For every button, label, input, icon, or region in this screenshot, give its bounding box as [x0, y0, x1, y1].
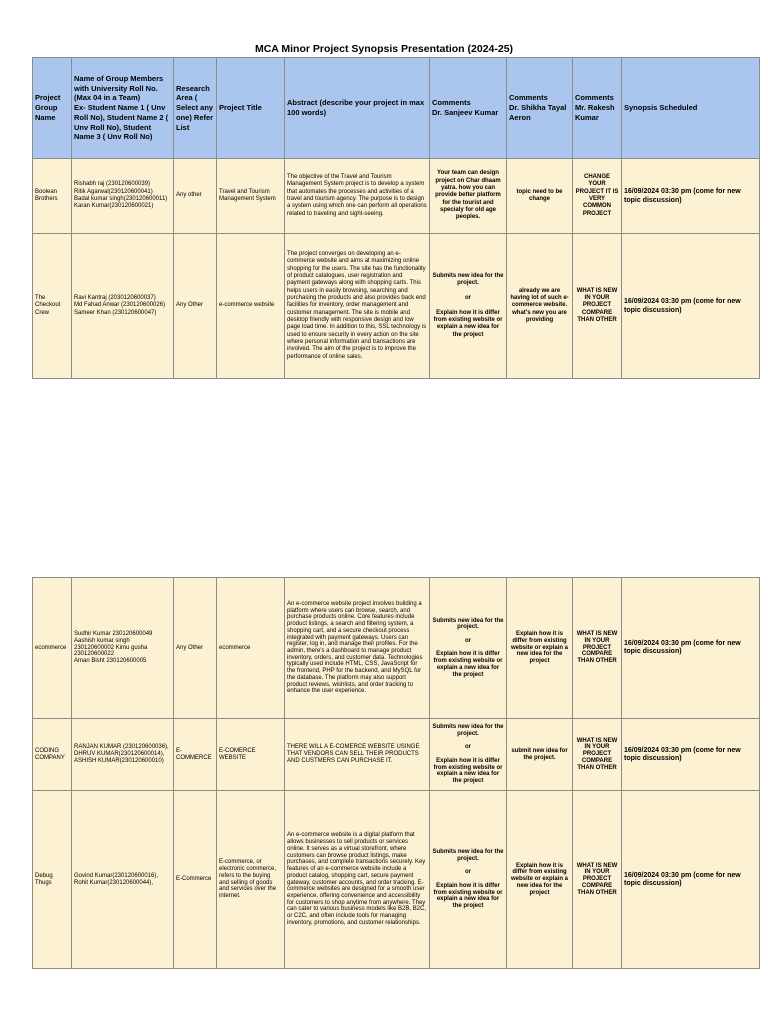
- header-comments-rakesh: Comments Mr. Rakesh Kumar: [573, 58, 622, 159]
- header-comments-shikha: Comments Dr. Shikha Tayal Aeron: [507, 58, 573, 159]
- group-members: Sudhir Kumar 230120600049 Aashish kumar singh 230120600002 Kimu gusha 230120600022 Aman Bisht 230120600005: [72, 578, 174, 719]
- comment-shikha: Explain how it is differ from existing website or explain a new idea for the project: [507, 578, 573, 719]
- header-project-title: Project Title: [217, 58, 285, 159]
- group-name: The Checkout Crew: [33, 234, 72, 379]
- research-area: E-Commerce: [174, 791, 217, 969]
- comment-rakesh: CHANGE YOUR PROJECT IT IS VERY COMMON PROJECT: [573, 159, 622, 234]
- header-comments-sanjeev: Comments Dr. Sanjeev Kumar: [430, 58, 507, 159]
- project-title: e-commerce website: [217, 234, 285, 379]
- table-row: [33, 578, 760, 719]
- synopsis-table-top: [32, 57, 760, 379]
- comment-shikha: Explain how it is differ from existing website or explain a new idea for the project: [507, 791, 573, 969]
- header-members: Name of Group Members with University Roll No. (Max 04 in a Team) Ex- Student Name 1 ( Unv Roll No), Student Name 2 ( Unv Roll No), Student Name 3 ( Unv Roll No): [72, 58, 174, 159]
- table-row: [33, 719, 760, 791]
- abstract: The objective of the Travel and Tourism Management System project is to develop a system that automates the processes and activities of a travel and tourism agency. The purpose is to design a system using which one can perform all operations related to traveling and sight-seeing.: [285, 159, 430, 234]
- project-title: ecommerce: [217, 578, 285, 719]
- group-members: Govind Kumar(230120600016), Rohit Kumar(230120600044),: [72, 791, 174, 969]
- comment-sanjeev: Submits new idea for the project. or Explain how it is differ from existing website or explain a new idea for the project: [430, 791, 507, 969]
- abstract: An e-commerce website project involves building a platform where users can browse, search, and purchase products online. Core features include product listings, a search and filtering system, a shopping cart, and a secure checkout process integrated with payment gateways. Users can register, log in, and manage their profiles. For the admin, there's a dashboard to manage product inventory, orders, and customer data. Technologies typically used include HTML, CSS, JavaScript for the frontend, PHP for the backend, and MySQL for the database. The platform may also support product reviews, wishlists, and order tracking to enhance the user experience.: [285, 578, 430, 719]
- research-area: Any Other: [174, 578, 217, 719]
- group-members: Rishabh raj (230120600039) Ritik Agarwal(230120600041) Badal kumar singh(230120600011) Karan Kumar(230120600021): [72, 159, 174, 234]
- comment-shikha: submit new idea for the project.: [507, 719, 573, 791]
- project-title: E-COMERCE WEBSITE: [217, 719, 285, 791]
- synopsis-schedule: 16/09/2024 03:30 pm (come for new topic discussion): [622, 234, 760, 379]
- synopsis-table-bottom: [32, 577, 760, 969]
- synopsis-schedule: 16/09/2024 03:30 pm (come for new topic discussion): [622, 791, 760, 969]
- research-area: Any Other: [174, 234, 217, 379]
- header-row: [33, 58, 760, 159]
- comment-rakesh: WHAT IS NEW IN YOUR PROJECT COMPARE THAN OTHER: [573, 578, 622, 719]
- header-group: Project Group Name: [33, 58, 72, 159]
- comment-sanjeev: Submits new idea for the project. or Explain how it is differ from existing website or explain a new idea for the project: [430, 578, 507, 719]
- project-title: Travel and Tourism Management System: [217, 159, 285, 234]
- abstract: THERE WILL A E-COMERCE WEBSITE USINGE THAT VENDORS CAN SELL THEIR PRODUCTS AND CUSTMERS CAN PURCHASE IT.: [285, 719, 430, 791]
- comment-sanjeev: Submits new idea for the project. or Explain how it is differ from existing website or explain a new idea for the project: [430, 234, 507, 379]
- comment-shikha: already we are having lot of such e-commerce website. what's new you are providing: [507, 234, 573, 379]
- synopsis-schedule: 16/09/2024 03:30 pm (come for new topic discussion): [622, 719, 760, 791]
- comment-shikha: topic need to be change: [507, 159, 573, 234]
- group-name: ecommerce: [33, 578, 72, 719]
- table-row: [33, 234, 760, 379]
- group-members: Ravi Kantraj (2030120600037) Md Fahad Anwar (230120600026) Sameer Khan (230120600047): [72, 234, 174, 379]
- page-title: MCA Minor Project Synopsis Presentation (2024-25): [254, 43, 514, 55]
- header-research-area: Research Area ( Select any one) Refer List: [174, 58, 217, 159]
- abstract: An e-commerce website is a digital platform that allows businesses to sell products or services online. It serves as a virtual storefront, where customers can browse product listings, make purchases, and complete transactions securely. Key features of an e-commerce website include a product catalog, shopping cart, secure payment gateway, customer accounts, and order tracking. E-commerce websites are designed for a smooth user experience, offering convenience and accessibility for customers to shop anytime from anywhere. They can cater to various business models like B2B, B2C, or C2C, and often include tools for managing inventory, promotions, and customer relationships.: [285, 791, 430, 969]
- synopsis-schedule: 16/09/2024 03:30 pm (come for new topic discussion): [622, 159, 760, 234]
- comment-rakesh: WHAT IS NEW IN YOUR PROJECT COMPARE THAN OTHER: [573, 719, 622, 791]
- comment-sanjeev: Your team can design project on Char dhaam yatra. how you can provide better platform for the tourist and specialy for old age peoples.: [430, 159, 507, 234]
- table-row: [33, 159, 760, 234]
- comment-rakesh: WHAT IS NEW IN YOUR PROJECT COMPARE THAN OTHER: [573, 234, 622, 379]
- research-area: Any other: [174, 159, 217, 234]
- comment-sanjeev: Submits new idea for the project. or Explain how it is differ from existing website or explain a new idea for the project: [430, 719, 507, 791]
- research-area: E-COMMERCE: [174, 719, 217, 791]
- abstract: The project converges on developing an e-commerce website and aims at maximizing online shopping for the users. The site has the functionality of product catalogues, user registration and payment gateways along with shopping carts. This helps users in easily browsing, searching and purchasing the products and also provides back end facilities for inventory, order management and customer management. The site is mobile and desktop friendly with responsive design and low page load time. In addition to this, SSL technology is used to ensure security in every action on the site where personal information and transactions are involved. The aim of the project is to improve the performance of online sales.: [285, 234, 430, 379]
- group-name: Boolean Brothers: [33, 159, 72, 234]
- comment-rakesh: WHAT IS NEW IN YOUR PROJECT COMPARE THAN OTHER: [573, 791, 622, 969]
- project-title: E-commerce, or electronic commerce, refers to the buying and selling of goods and services over the internet.: [217, 791, 285, 969]
- synopsis-schedule: 16/09/2024 03:30 pm (come for new topic discussion): [622, 578, 760, 719]
- header-synopsis-scheduled: Synopsis Scheduled: [622, 58, 760, 159]
- group-name: CODING COMPANY: [33, 719, 72, 791]
- header-abstract: Abstract (describe your project in max 100 words): [285, 58, 430, 159]
- group-name: Debug Thugs: [33, 791, 72, 969]
- table-row: [33, 791, 760, 969]
- group-members: RANJAN KUMAR (230120600036), DHRUV KUMAR(230120600014), ASHISH KUMAR(230120600010): [72, 719, 174, 791]
